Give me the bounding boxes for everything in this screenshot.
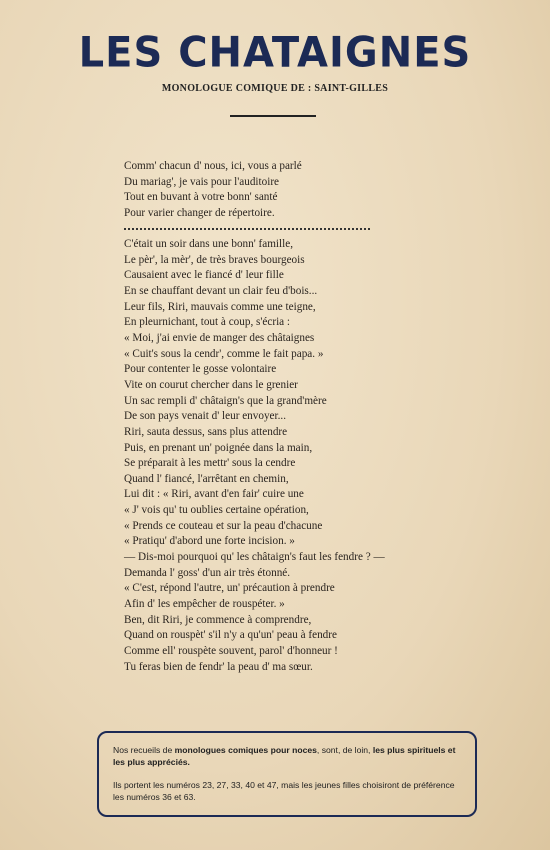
page-subtitle: MONOLOGUE COMIQUE DE : SAINT-GILLES (161, 83, 389, 94)
poem-line: Lui dit : « Riri, avant d'en fair' cuire une (124, 488, 304, 501)
poem-line: Pour varier changer de répertoire. (124, 206, 275, 219)
poem (124, 159, 464, 675)
poem-line: Se préparait à les mettr' sous la cendre (124, 457, 296, 470)
page-title: LES CHATAIGNES (78, 28, 472, 78)
advertisement-box (97, 731, 477, 817)
poem-line: Afin d' les empêcher de rouspéter. » (124, 597, 285, 610)
poem-line: Demanda l' goss' d'un air très étonné. (124, 566, 291, 579)
poem-line: « Prends ce couteau et sur la peau d'chacune (124, 519, 323, 532)
poem-line: Du mariag', je vais pour l'auditoire (124, 175, 280, 188)
poem-line: Un sac rempli d' châtaign's que la grand'mère (124, 394, 327, 407)
poem-line: Riri, sauta dessus, sans plus attendre (124, 425, 288, 438)
poem-line: Comm' chacun d' nous, ici, vous a parlé (124, 160, 302, 172)
notice-text: Nos recueils de (113, 745, 175, 755)
title-divider (230, 115, 316, 117)
poem-line: « Moi, j'ai envie de manger des châtaignes (124, 332, 315, 345)
notice-text: , sont, de loin, (316, 745, 373, 755)
poem-line: Puis, en prenant un' poignée dans la main, (124, 441, 313, 454)
poem-line: Comme ell' rouspète souvent, parol' d'honneur ! (124, 644, 338, 657)
poem-line: « J' vois qu' tu oublies certaine opération, (124, 504, 309, 517)
poem-line: De son pays venait d' leur envoyer... (124, 410, 287, 423)
poem-line: — Dis-moi pourquoi qu' les châtaign's faut les fendre ? — (124, 551, 385, 564)
poem-line: « Pratiqu' d'abord une forte incision. » (124, 535, 295, 548)
poem-line: En se chauffant devant un clair feu d'bois... (124, 285, 318, 298)
poem-line: Tout en buvant à votre bonn' santé (124, 191, 278, 204)
poem-line: Tu feras bien de fendr' la peau d' ma sœur. (124, 660, 313, 673)
poem-line: En pleurnichant, tout à coup, s'écria : (124, 316, 291, 329)
poem-line: Quand l' fiancé, l'arrêtant en chemin, (124, 472, 289, 485)
poem-line: Pour contenter le gosse volontaire (124, 363, 277, 376)
dotted-separator (124, 222, 464, 238)
poem-line: « Cuit's sous la cendr', comme le fait papa. » (124, 347, 324, 360)
poem-line: « C'est, répond l'autre, un' précaution à prendre (124, 582, 335, 595)
poem-line: C'était un soir dans une bonn' famille, (124, 238, 294, 251)
poem-line: Causaient avec le fiancé d' leur fille (124, 269, 284, 282)
poem-line: Le pèr', la mèr', de très braves bourgeois (124, 253, 305, 266)
notice-emphasis: monologues comiques pour noces (174, 745, 317, 755)
notice-paragraph (113, 744, 463, 768)
poem-line: Quand on rouspèt' s'il n'y a qu'un' peau à fendre (124, 629, 337, 642)
poem-line: Ben, dit Riri, je commence à comprendre, (124, 613, 312, 626)
notice-emphasis: les plus spirituels et les plus appréciés. (113, 745, 456, 767)
poem-line: Leur fils, Riri, mauvais comme une teigne, (124, 300, 316, 313)
notice-paragraph: Ils portent les numéros 23, 27, 33, 40 et 47, mais les jeunes filles choisiront de préférence les numéros 36 et 63. (113, 780, 455, 802)
poem-line: Vite on courut chercher dans le grenier (124, 378, 298, 391)
